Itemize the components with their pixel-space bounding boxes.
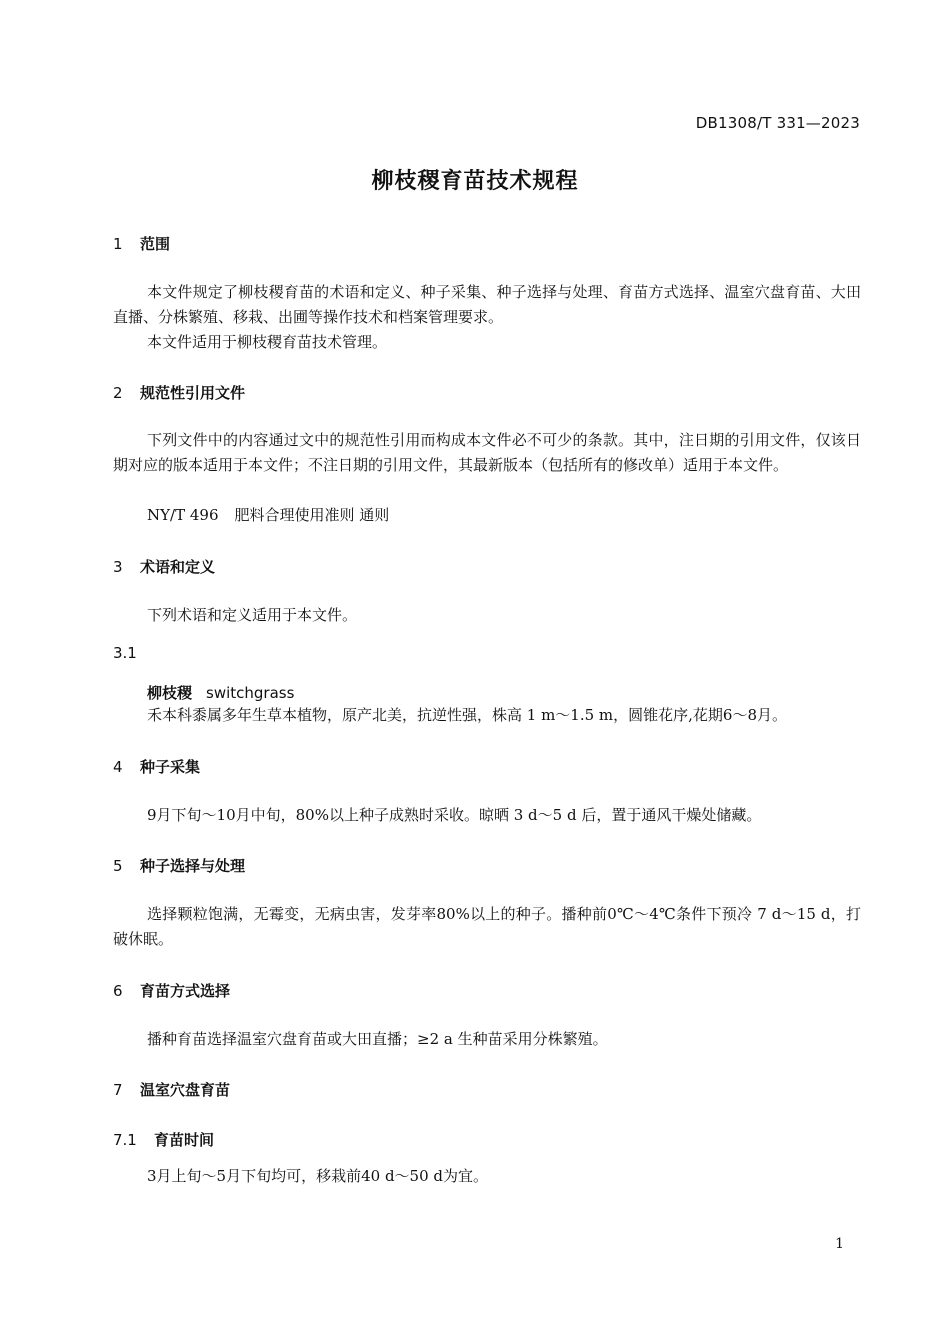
section-title: 范围 [140, 235, 171, 253]
normative-references-paragraph: 下列文件中的内容通过文中的规范性引用而构成本文件必不可少的条款。其中，注日期的引用文件，仅该日期对应的版本适用于本文件；不注日期的引用文件，其最新版本（包括所有的修改单）适用于本文件。 [113, 431, 861, 474]
document-id: DB1308/T 331—2023 [695, 114, 860, 132]
subsection-number: 3.1 [113, 644, 137, 662]
term-chinese: 柳枝稷 [147, 684, 193, 702]
section-heading-5 [113, 855, 245, 876]
section-heading-6 [113, 980, 230, 1001]
section-number: 3 [113, 558, 123, 576]
scope-paragraph: 本文件规定了柳枝稷育苗的术语和定义、种子采集、种子选择与处理、育苗方式选择、温室穴盘育苗、大田直播、分株繁殖、移栽、出圃等操作技术和档案管理要求。 [113, 283, 861, 326]
section-title: 种子采集 [140, 758, 201, 776]
term-english: switchgrass [206, 684, 295, 702]
section-heading-1 [113, 233, 170, 254]
section-number: 4 [113, 758, 123, 776]
subsection-number: 7.1 [113, 1131, 137, 1149]
section-heading-4 [113, 756, 200, 777]
reference-title: 肥料合理使用准则 通则 [234, 506, 390, 524]
section-number: 1 [113, 235, 123, 253]
section-title: 育苗方式选择 [140, 982, 231, 1000]
method-selection-paragraph: 播种育苗选择温室穴盘育苗或大田直播；≥2 a 生种苗采用分株繁殖。 [147, 1030, 608, 1048]
section-title: 温室穴盘育苗 [140, 1081, 231, 1099]
seedling-time-paragraph: 3月上旬～5月下旬均可，移栽前40 d～50 d为宜。 [147, 1167, 489, 1185]
subsection-title: 育苗时间 [154, 1131, 215, 1149]
document-title: 柳枝稷育苗技术规程 [371, 169, 579, 194]
seed-selection-paragraph: 选择颗粒饱满，无霉变，无病虫害，发芽率80%以上的种子。播种前0℃～4℃条件下预冷 7 d～15 d，打破休眠。 [113, 905, 861, 948]
term-entry [147, 682, 294, 703]
terms-intro: 下列术语和定义适用于本文件。 [147, 606, 358, 624]
section-heading-3 [113, 556, 215, 577]
term-definition: 禾本科黍属多年生草本植物，原产北美，抗逆性强，株高 1 m～1.5 m，圆锥花序,花期6～8月。 [147, 706, 788, 724]
section-title: 术语和定义 [140, 558, 216, 576]
reference-item [147, 503, 389, 528]
section-heading-2 [113, 382, 245, 403]
subsection-heading-7-1 [113, 1129, 214, 1150]
section-number: 2 [113, 384, 123, 402]
section-title: 种子选择与处理 [140, 857, 246, 875]
seed-collection-paragraph: 9月下旬～10月中旬，80%以上种子成熟时采收。晾晒 3 d～5 d 后，置于通风干燥处储藏。 [147, 806, 762, 824]
page-number: 1 [835, 1236, 844, 1252]
section-title: 规范性引用文件 [140, 384, 246, 402]
scope-applicability: 本文件适用于柳枝稷育苗技术管理。 [147, 333, 388, 351]
reference-code: NY/T 496 [147, 506, 219, 524]
section-heading-7 [113, 1079, 230, 1100]
section-number: 5 [113, 857, 123, 875]
section-number: 7 [113, 1081, 123, 1099]
section-number: 6 [113, 982, 123, 1000]
